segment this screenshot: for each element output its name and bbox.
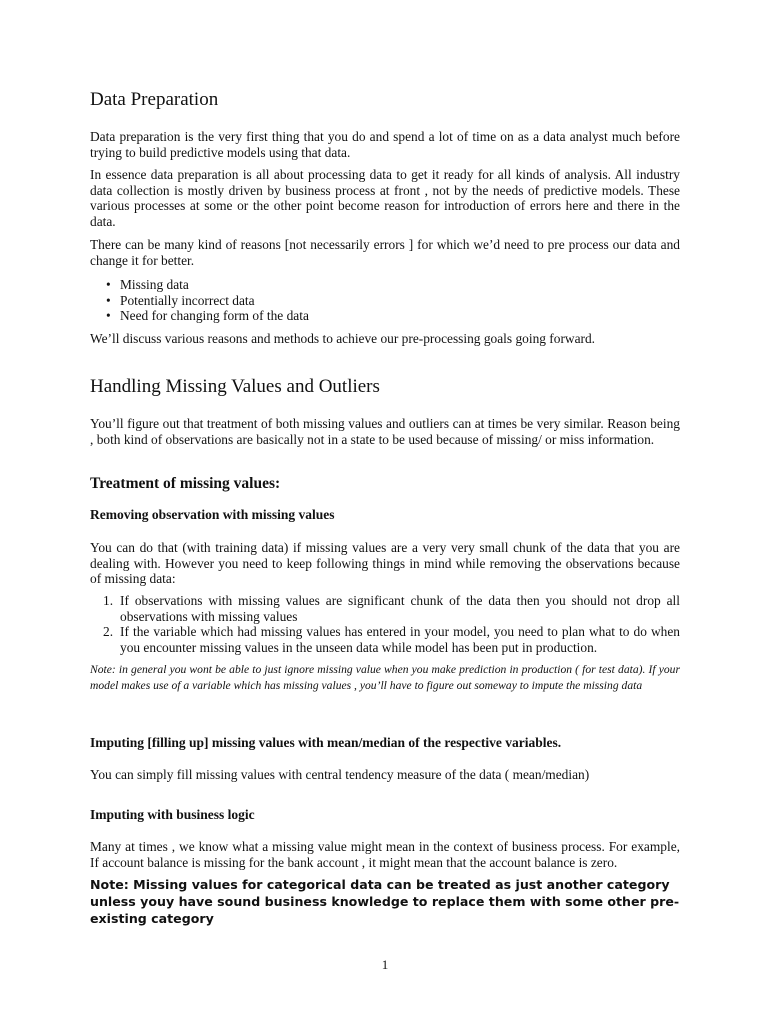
- heading-imputing-mean: Imputing [filling up] missing values with mean/median of the respective variables.: [90, 735, 562, 750]
- list-item-text: If observations with missing values are significant chunk of the data then you should not drop all observations with missing values: [120, 593, 680, 624]
- section-title-data-preparation: Data Preparation: [90, 89, 219, 110]
- paragraph-handling: You’ll figure out that treatment of both missing values and outliers can at times be very similar. Reason being , both kind of observations are basically not in a state to be used because of missing/ or miss information.: [90, 416, 680, 447]
- paragraph-imputing-mean: You can simply fill missing values with central tendency measure of the data ( mean/median): [90, 767, 590, 782]
- note-categorical: Note: Missing values for categorical data can be treated as just another category unless youy have sound business knowledge to replace them with some other pre-existing category: [90, 877, 680, 926]
- paragraph-closing: We’ll discuss various reasons and methods to achieve our pre-processing goals going forward.: [90, 331, 596, 346]
- subsection-title-treatment: Treatment of missing values:: [90, 475, 281, 492]
- document-page: [90, 0, 680, 1024]
- list-item: [106, 292, 309, 309]
- list-item: [106, 277, 309, 293]
- note-ignore-missing: Note: in general you wont be able to just ignore missing value when you make prediction in production ( for test data). If your model makes use of a variable which has missing values , you’ll have to figure out someway to impute the missing data: [90, 663, 680, 692]
- reasons-list: [90, 277, 309, 324]
- section-title-handling: Handling Missing Values and Outliers: [90, 376, 380, 397]
- paragraph-intro: Data preparation is the very first thing that you do and spend a lot of time on as a data analyst much before trying to build predictive models using that data.: [90, 129, 680, 160]
- paragraph-removing: You can do that (with training data) if missing values are a very very small chunk of the data that you are dealing with. However you need to keep following things in mind while removing the observations because of missing data:: [90, 540, 680, 586]
- list-item: [106, 308, 309, 324]
- paragraph-essence: In essence data preparation is all about processing data to get it ready for all kinds of analysis. All industry data collection is mostly driven by business process at front , not by the needs of predictive models. These various processes at some or the other point become reason for introduction of errors here and there in the data.: [90, 167, 680, 229]
- list-item-text: Need for changing form of the data: [120, 308, 309, 323]
- removing-considerations-list: [90, 593, 680, 655]
- list-number: 2.: [103, 624, 114, 639]
- list-item: [103, 624, 680, 655]
- bullet-marker: •: [106, 308, 111, 323]
- list-item-text: If the variable which had missing values has entered in your model, you need to plan what to do when you encounter missing values in the unseen data while model has been put in production.: [120, 624, 680, 655]
- heading-imputing-business: Imputing with business logic: [90, 807, 255, 822]
- paragraph-reasons: There can be many kind of reasons [not necessarily errors ] for which we’d need to pre process our data and change it for better.: [90, 237, 680, 268]
- list-item-text: Potentially incorrect data: [120, 292, 255, 308]
- list-item: [103, 593, 680, 624]
- bullet-marker: •: [106, 277, 111, 292]
- bullet-marker: •: [106, 292, 111, 308]
- paragraph-imputing-business: Many at times , we know what a missing value might mean in the context of business process. For example, If account balance is missing for the bank account , it might mean that the account balance is zero.: [90, 839, 680, 870]
- list-number: 1.: [103, 593, 114, 608]
- page-number: 1: [381, 957, 389, 972]
- list-item-text: Missing data: [120, 277, 189, 292]
- heading-removing: Removing observation with missing values: [90, 507, 335, 522]
